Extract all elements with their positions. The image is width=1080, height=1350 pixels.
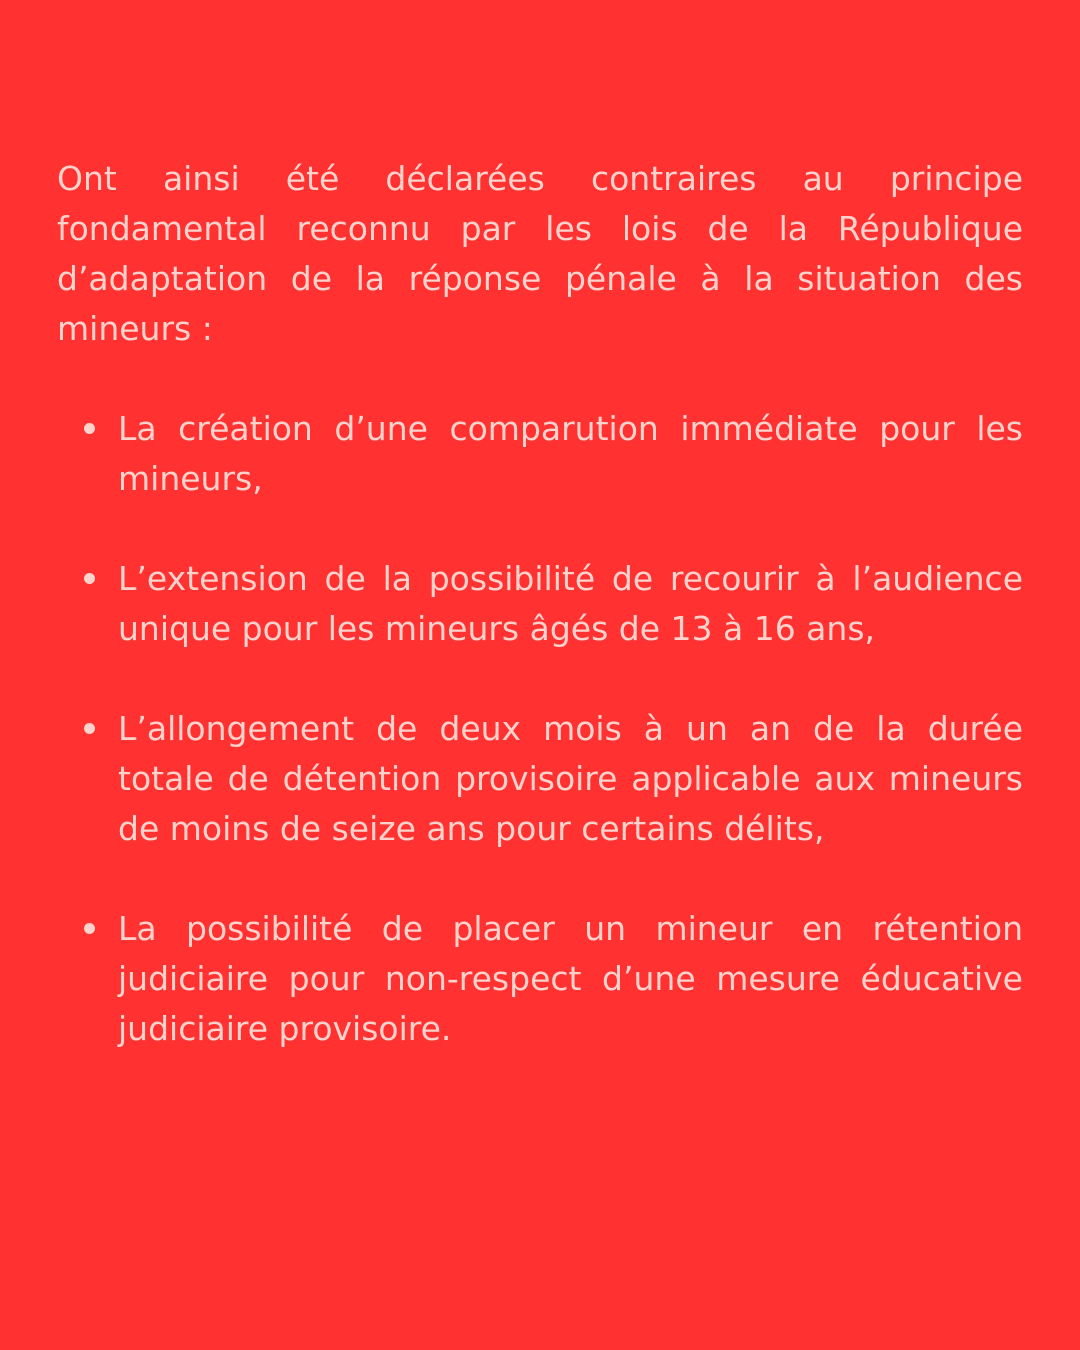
text-block (57, 154, 1023, 1104)
bullet-icon (84, 573, 95, 584)
decisions-list (57, 404, 1023, 1054)
list-item (118, 404, 1023, 504)
list-item-text: La création d’une comparution immédiate pour les mineurs, (118, 409, 1023, 498)
list-item (118, 704, 1023, 854)
list-item (118, 554, 1023, 654)
intro-paragraph: Ont ainsi été déclarées contraires au principe fondamental reconnu par les lois de la République d’adaptation de la réponse pénale à la situation des mineurs : (57, 159, 1023, 348)
list-item-text: La possibilité de placer un mineur en rétention judiciaire pour non-respect d’une mesure éducative judiciaire provisoire. (118, 909, 1023, 1048)
list-item (118, 904, 1023, 1054)
bullet-icon (84, 723, 95, 734)
list-item-text: L’allongement de deux mois à un an de la durée totale de détention provisoire applicable aux mineurs de moins de seize ans pour certains délits, (118, 709, 1023, 848)
bullet-icon (84, 423, 95, 434)
list-item-text: L’extension de la possibilité de recourir à l’audience unique pour les mineurs âgés de 13 à 16 ans, (118, 559, 1023, 648)
bullet-icon (84, 923, 95, 934)
